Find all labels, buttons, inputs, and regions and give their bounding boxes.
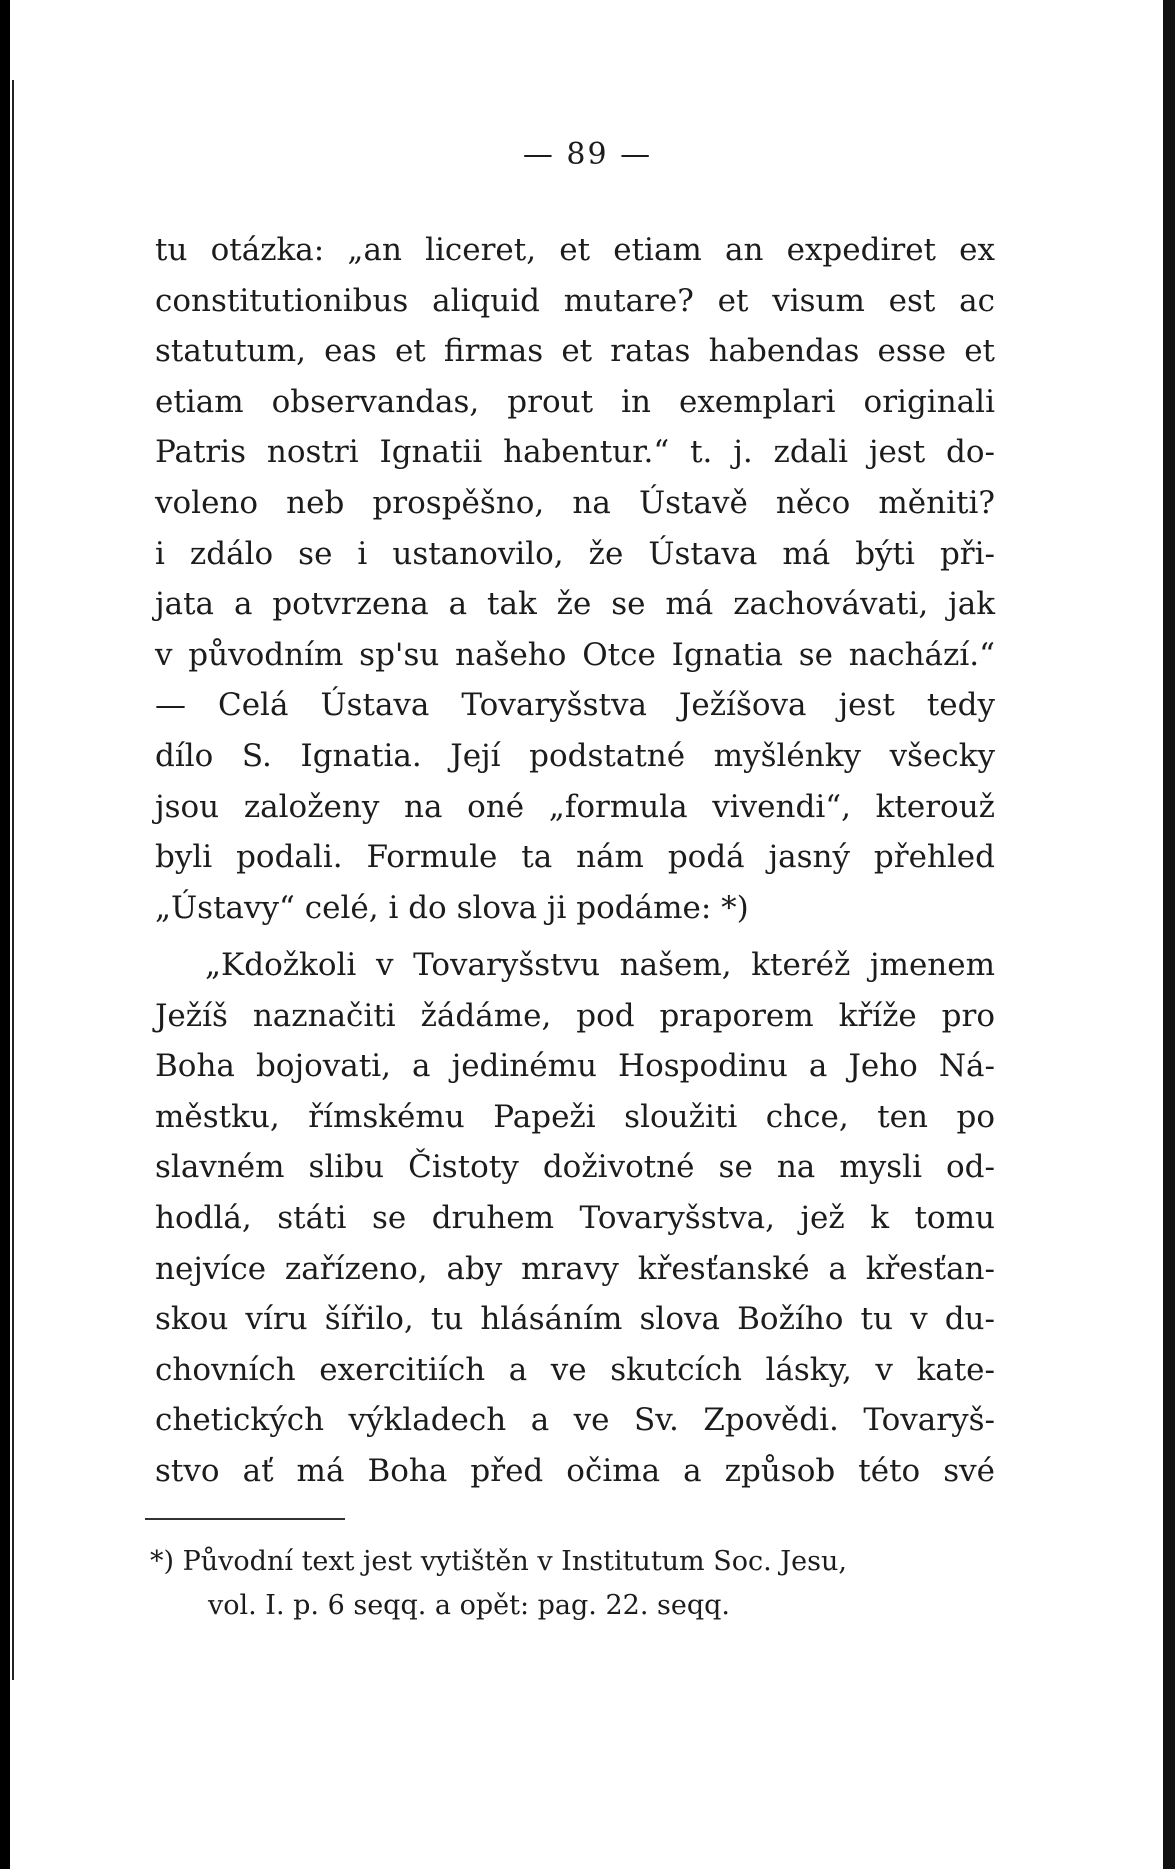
- binding-edge: [0, 0, 10, 1869]
- footnote: [150, 1540, 995, 1628]
- text-line: slavném slibu Čistoty doživotné se na mysli od-: [155, 1149, 995, 1186]
- page-edge: [1163, 0, 1175, 1869]
- footnote-line: vol. I. p. 6 seqq. a opět: pag. 22. seqq.: [208, 1590, 730, 1621]
- text-line: městku, římskému Papeži sloužiti chce, ten po: [155, 1098, 995, 1135]
- quoted-paragraph: [155, 940, 995, 1497]
- text-line: statutum, eas et firmas et ratas habendas esse et: [155, 333, 995, 370]
- text-line: etiam observandas, prout in exemplari originali: [155, 383, 995, 420]
- text-line: chovních exercitiích a ve skutcích lásky, v kate-: [155, 1351, 995, 1388]
- binding-line: [12, 80, 14, 1680]
- text-line: Ježíš naznačiti žádáme, pod praporem kříže pro: [155, 997, 995, 1034]
- text-line: constitutionibus aliquid mutare? et visum est ac: [155, 282, 995, 319]
- text-line: stvo ať má Boha před očima a způsob této své: [155, 1452, 995, 1489]
- text-line: Patris nostri Ignatii habentur.“ t. j. zdali jest do-: [155, 434, 995, 471]
- text-line: hodlá, státi se druhem Tovaryšstva, jež k tomu: [155, 1199, 995, 1236]
- text-line: tu otázka: „an liceret, et etiam an expediret ex: [155, 232, 995, 268]
- footnote-line: *) Původní text jest vytištěn v Institutum Soc. Jesu,: [150, 1546, 847, 1577]
- paragraph-continued: [155, 225, 995, 933]
- text-line: voleno neb prospěšno, na Ústavě něco měniti?: [155, 484, 995, 521]
- text-line: „Ústavy“ celé, i do slova ji podáme: *): [155, 889, 749, 926]
- text-line: chetických výkladech a ve Sv. Zpovědi. Tovaryš-: [155, 1402, 995, 1439]
- text-line: v původním sp'su našeho Otce Ignatia se nachází.“: [155, 636, 995, 673]
- text-line: jata a potvrzena a tak že se má zachovávati, jak: [155, 586, 995, 623]
- text-line: skou víru šířilo, tu hlásáním slova Božího tu v du-: [155, 1301, 995, 1338]
- text-line: dílo S. Ignatia. Její podstatné myšlénky všecky: [155, 737, 995, 774]
- text-line: — Celá Ústava Tovaryšstva Ježíšova jest tedy: [155, 687, 995, 724]
- page-number: — 89 —: [522, 137, 653, 172]
- footnote-divider: [145, 1518, 345, 1520]
- text-line: jsou založeny na oné „formula vivendi“, kterouž: [155, 788, 995, 825]
- text-line: nejvíce zařízeno, aby mravy křesťanské a křesťan-: [155, 1250, 995, 1287]
- text-line: „Kdožkoli v Tovaryšstvu našem, kteréž jmenem: [205, 947, 995, 983]
- text-line: byli podali. Formule ta nám podá jasný přehled: [155, 839, 995, 876]
- text-line: i zdálo se i ustanovilo, že Ústava má býti při-: [155, 535, 995, 572]
- text-line: Boha bojovati, a jedinému Hospodinu a Jeho Ná-: [155, 1048, 995, 1085]
